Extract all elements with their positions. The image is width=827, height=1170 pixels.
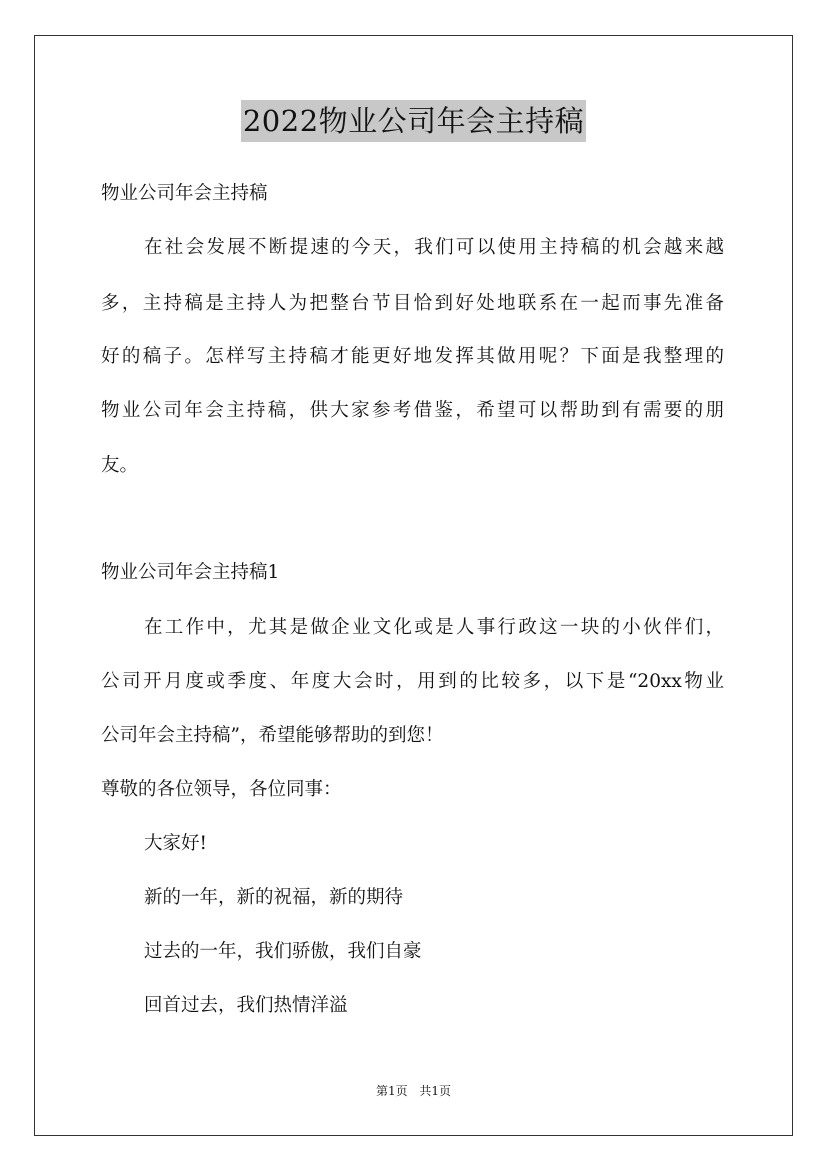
- page-number: 第1页: [375, 1084, 408, 1098]
- speech-line: 新的一年，新的祝福，新的期待: [144, 887, 404, 908]
- speech-line: 过去的一年，我们骄傲，我们自豪: [144, 941, 422, 962]
- page-total: 共1页: [419, 1084, 452, 1098]
- section-paragraph-line: 在工作中，尤其是做企业文化或是人事行政这一块的小伙伴们，: [144, 617, 724, 638]
- intro-line: 好的稿子。怎样写主持稿才能更好地发挥其做用呢？下面是我整理的: [101, 346, 724, 367]
- intro-line: 友。: [101, 455, 139, 476]
- speech-line: 回首过去，我们热情洋溢: [144, 995, 348, 1016]
- section-paragraph-line: 公司开月度或季度、年度大会时，用到的比较多，以下是“20xx物业: [101, 671, 724, 692]
- intro-line: 多，主持稿是主持人为把整台节目恰到好处地联系在一起而事先准备: [101, 293, 724, 314]
- title-container: [0, 100, 827, 142]
- document-title: 2022物业公司年会主持稿: [241, 100, 586, 142]
- document-subtitle: 物业公司年会主持稿: [101, 183, 268, 204]
- intro-line: 在社会发展不断提速的今天，我们可以使用主持稿的机会越来越: [144, 237, 724, 258]
- section-heading: 物业公司年会主持稿1: [101, 562, 280, 583]
- greeting-line: 尊敬的各位领导，各位同事：: [101, 779, 342, 800]
- section-paragraph-line: 公司年会主持稿”，希望能够帮助的到您！: [101, 725, 444, 746]
- page-footer: [0, 1082, 827, 1099]
- speech-line: 大家好!: [144, 833, 207, 854]
- intro-line: 物业公司年会主持稿，供大家参考借鉴，希望可以帮助到有需要的朋: [101, 400, 724, 421]
